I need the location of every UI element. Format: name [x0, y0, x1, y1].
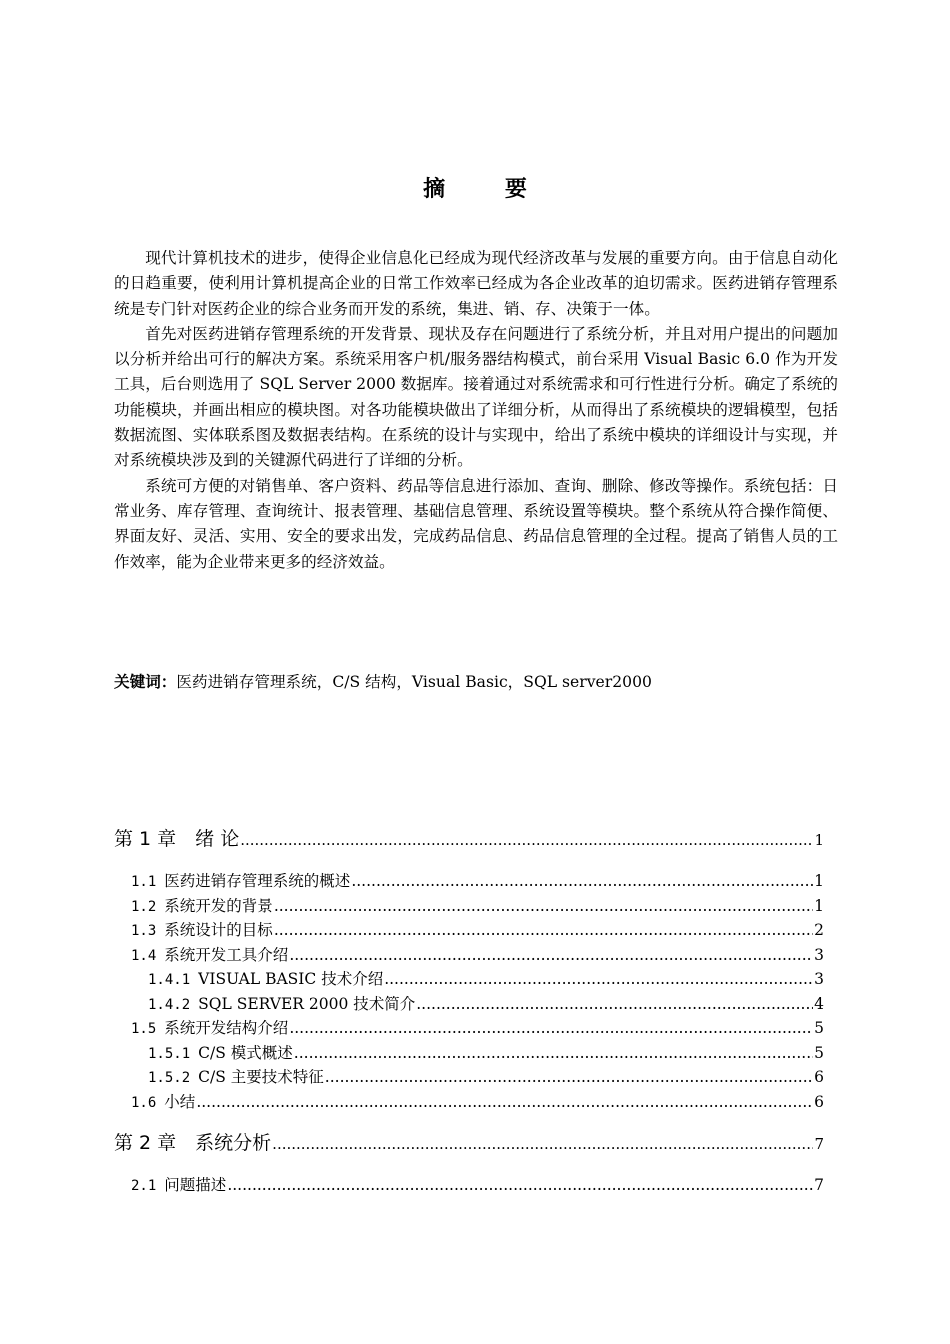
toc-page-number: 1 [814, 872, 824, 890]
abstract-body [114, 246, 838, 575]
toc-entry-title: C/S 模式概述 [198, 1043, 293, 1062]
toc-page-number: 6 [814, 1092, 824, 1111]
toc-leader-dots [294, 1041, 813, 1066]
toc-section-2-1[interactable] [114, 1173, 824, 1198]
toc-section-1-1[interactable] [114, 869, 824, 894]
toc-entry-number: 1.3 [131, 923, 157, 939]
toc-leader-dots [274, 918, 813, 943]
toc-page-number: 1 [814, 831, 824, 849]
toc-leader-dots [227, 1173, 813, 1198]
toc-page-number: 7 [814, 1135, 824, 1153]
toc-entry-number: 1.5.1 [148, 1045, 191, 1062]
toc-page-number: 2 [814, 921, 824, 939]
toc-section-1-5-1[interactable] [114, 1041, 824, 1066]
toc-entry-title: 系统开发工具介绍 [164, 945, 289, 964]
toc-entry-title: 医药进销存管理系统的概述 [164, 872, 351, 890]
toc-leader-dots [289, 1016, 813, 1041]
toc-page-number: 3 [814, 945, 824, 964]
toc-entry-number: 1.4.1 [148, 972, 191, 988]
toc-section-1-4-1[interactable] [114, 967, 824, 992]
toc-page-number: 5 [814, 1019, 824, 1037]
toc-leader-dots [274, 894, 813, 919]
toc-page-number: 3 [814, 970, 824, 988]
toc-entry-title: 系统开发结构介绍 [164, 1019, 289, 1037]
abstract-paragraph: 现代计算机技术的进步，使得企业信息化已经成为现代经济改革与发展的重要方向。由于信息自动化的日趋重要，使利用计算机提高企业的日常工作效率已经成为各企业改革的迫切需求。医药进销存管理系统是专门针对医药企业的综合业务而开发的系统，集进、销、存、决策于一体。 [114, 249, 838, 318]
toc-entry-number: 2.1 [131, 1178, 157, 1194]
toc-entry-title: 系统开发的背景 [164, 896, 273, 915]
toc-section-1-5-2[interactable] [114, 1065, 824, 1090]
page-title: 摘 要 [423, 177, 553, 202]
toc-entry-title: 第 1 章 绪 论 [114, 828, 240, 850]
abstract-paragraph: 系统可方便的对销售单、客户资料、药品等信息进行添加、查询、删除、修改等操作。系统包括：日常业务、库存管理、查询统计、报表管理、基础信息管理、系统设置等模块。整个系统从符合操作简便、界面友好、灵活、实用、安全的要求出发，完成药品信息、药品信息管理的全过程。提高了销售人员的工作效率，能为企业带来更多的经济效益。 [114, 476, 838, 571]
toc-chapter-2[interactable] [114, 1128, 824, 1158]
toc-section-1-4-2[interactable] [114, 992, 824, 1017]
toc-leader-dots [196, 1090, 813, 1115]
keywords-label: 关键词： [114, 673, 177, 691]
toc-page-number: 5 [814, 1043, 824, 1062]
toc-page-number: 4 [814, 994, 824, 1013]
toc-leader-dots [416, 992, 813, 1017]
toc-entry-number: 1.2 [131, 898, 157, 915]
toc-entry-title: VISUAL BASIC 技术介绍 [198, 970, 384, 988]
keywords [114, 670, 838, 695]
toc-entry-number: 1.4.2 [148, 996, 191, 1013]
toc-entry-title: C/S 主要技术特征 [198, 1068, 324, 1086]
toc-entry-title: SQL SERVER 2000 技术简介 [198, 994, 416, 1013]
toc-leader-dots [384, 967, 813, 992]
table-of-contents [114, 824, 824, 1198]
toc-section-1-5[interactable] [114, 1016, 824, 1041]
keywords-text: 医药进销存管理系统，C/S 结构，Visual Basic，SQL server2000 [176, 673, 652, 691]
toc-entry-number: 1.5.2 [148, 1070, 191, 1086]
toc-section-1-6[interactable] [114, 1090, 824, 1115]
toc-leader-dots [240, 825, 813, 855]
toc-entry-number: 1.4 [131, 947, 157, 964]
toc-entry-number: 1.1 [131, 874, 157, 890]
toc-entry-title: 第 2 章 系统分析 [114, 1132, 272, 1154]
toc-section-1-4[interactable] [114, 943, 824, 968]
toc-leader-dots [272, 1129, 813, 1159]
toc-leader-dots [325, 1065, 813, 1090]
toc-entry-number: 1.5 [131, 1021, 157, 1037]
toc-chapter-1[interactable] [114, 824, 824, 854]
toc-section-1-2[interactable] [114, 894, 824, 919]
toc-page-number: 7 [814, 1176, 824, 1194]
toc-section-1-3[interactable] [114, 918, 824, 943]
toc-entry-title: 系统设计的目标 [164, 921, 273, 939]
abstract-paragraph: 首先对医药进销存管理系统的开发背景、现状及存在问题进行了系统分析，并且对用户提出的问题加以分析并给出可行的解决方案。系统采用客户机/服务器结构模式，前台采用 Visual Basic 6.0 作为开发工具，后台则选用了 SQL Server 2000 数据库。接着通过对系统需求和可行性进行分析。确定了系统的功能模块，并画出相应的模块图。对各功能模块做出了详细分析，从而得出了系统模块的逻辑模型，包括数据流图、实体联系图及数据表结构。在系统的设计与实现中，给出了系统中模块的详细设计与实现，并对系统模块涉及到的关键源代码进行了详细的分析。 [114, 324, 838, 470]
toc-page-number: 1 [814, 896, 824, 915]
toc-page-number: 6 [814, 1068, 824, 1086]
toc-entry-title: 小结 [164, 1092, 196, 1111]
toc-entry-number: 1.6 [131, 1094, 157, 1111]
toc-leader-dots [351, 869, 813, 894]
toc-entry-title: 问题描述 [164, 1176, 227, 1194]
toc-leader-dots [289, 943, 813, 968]
